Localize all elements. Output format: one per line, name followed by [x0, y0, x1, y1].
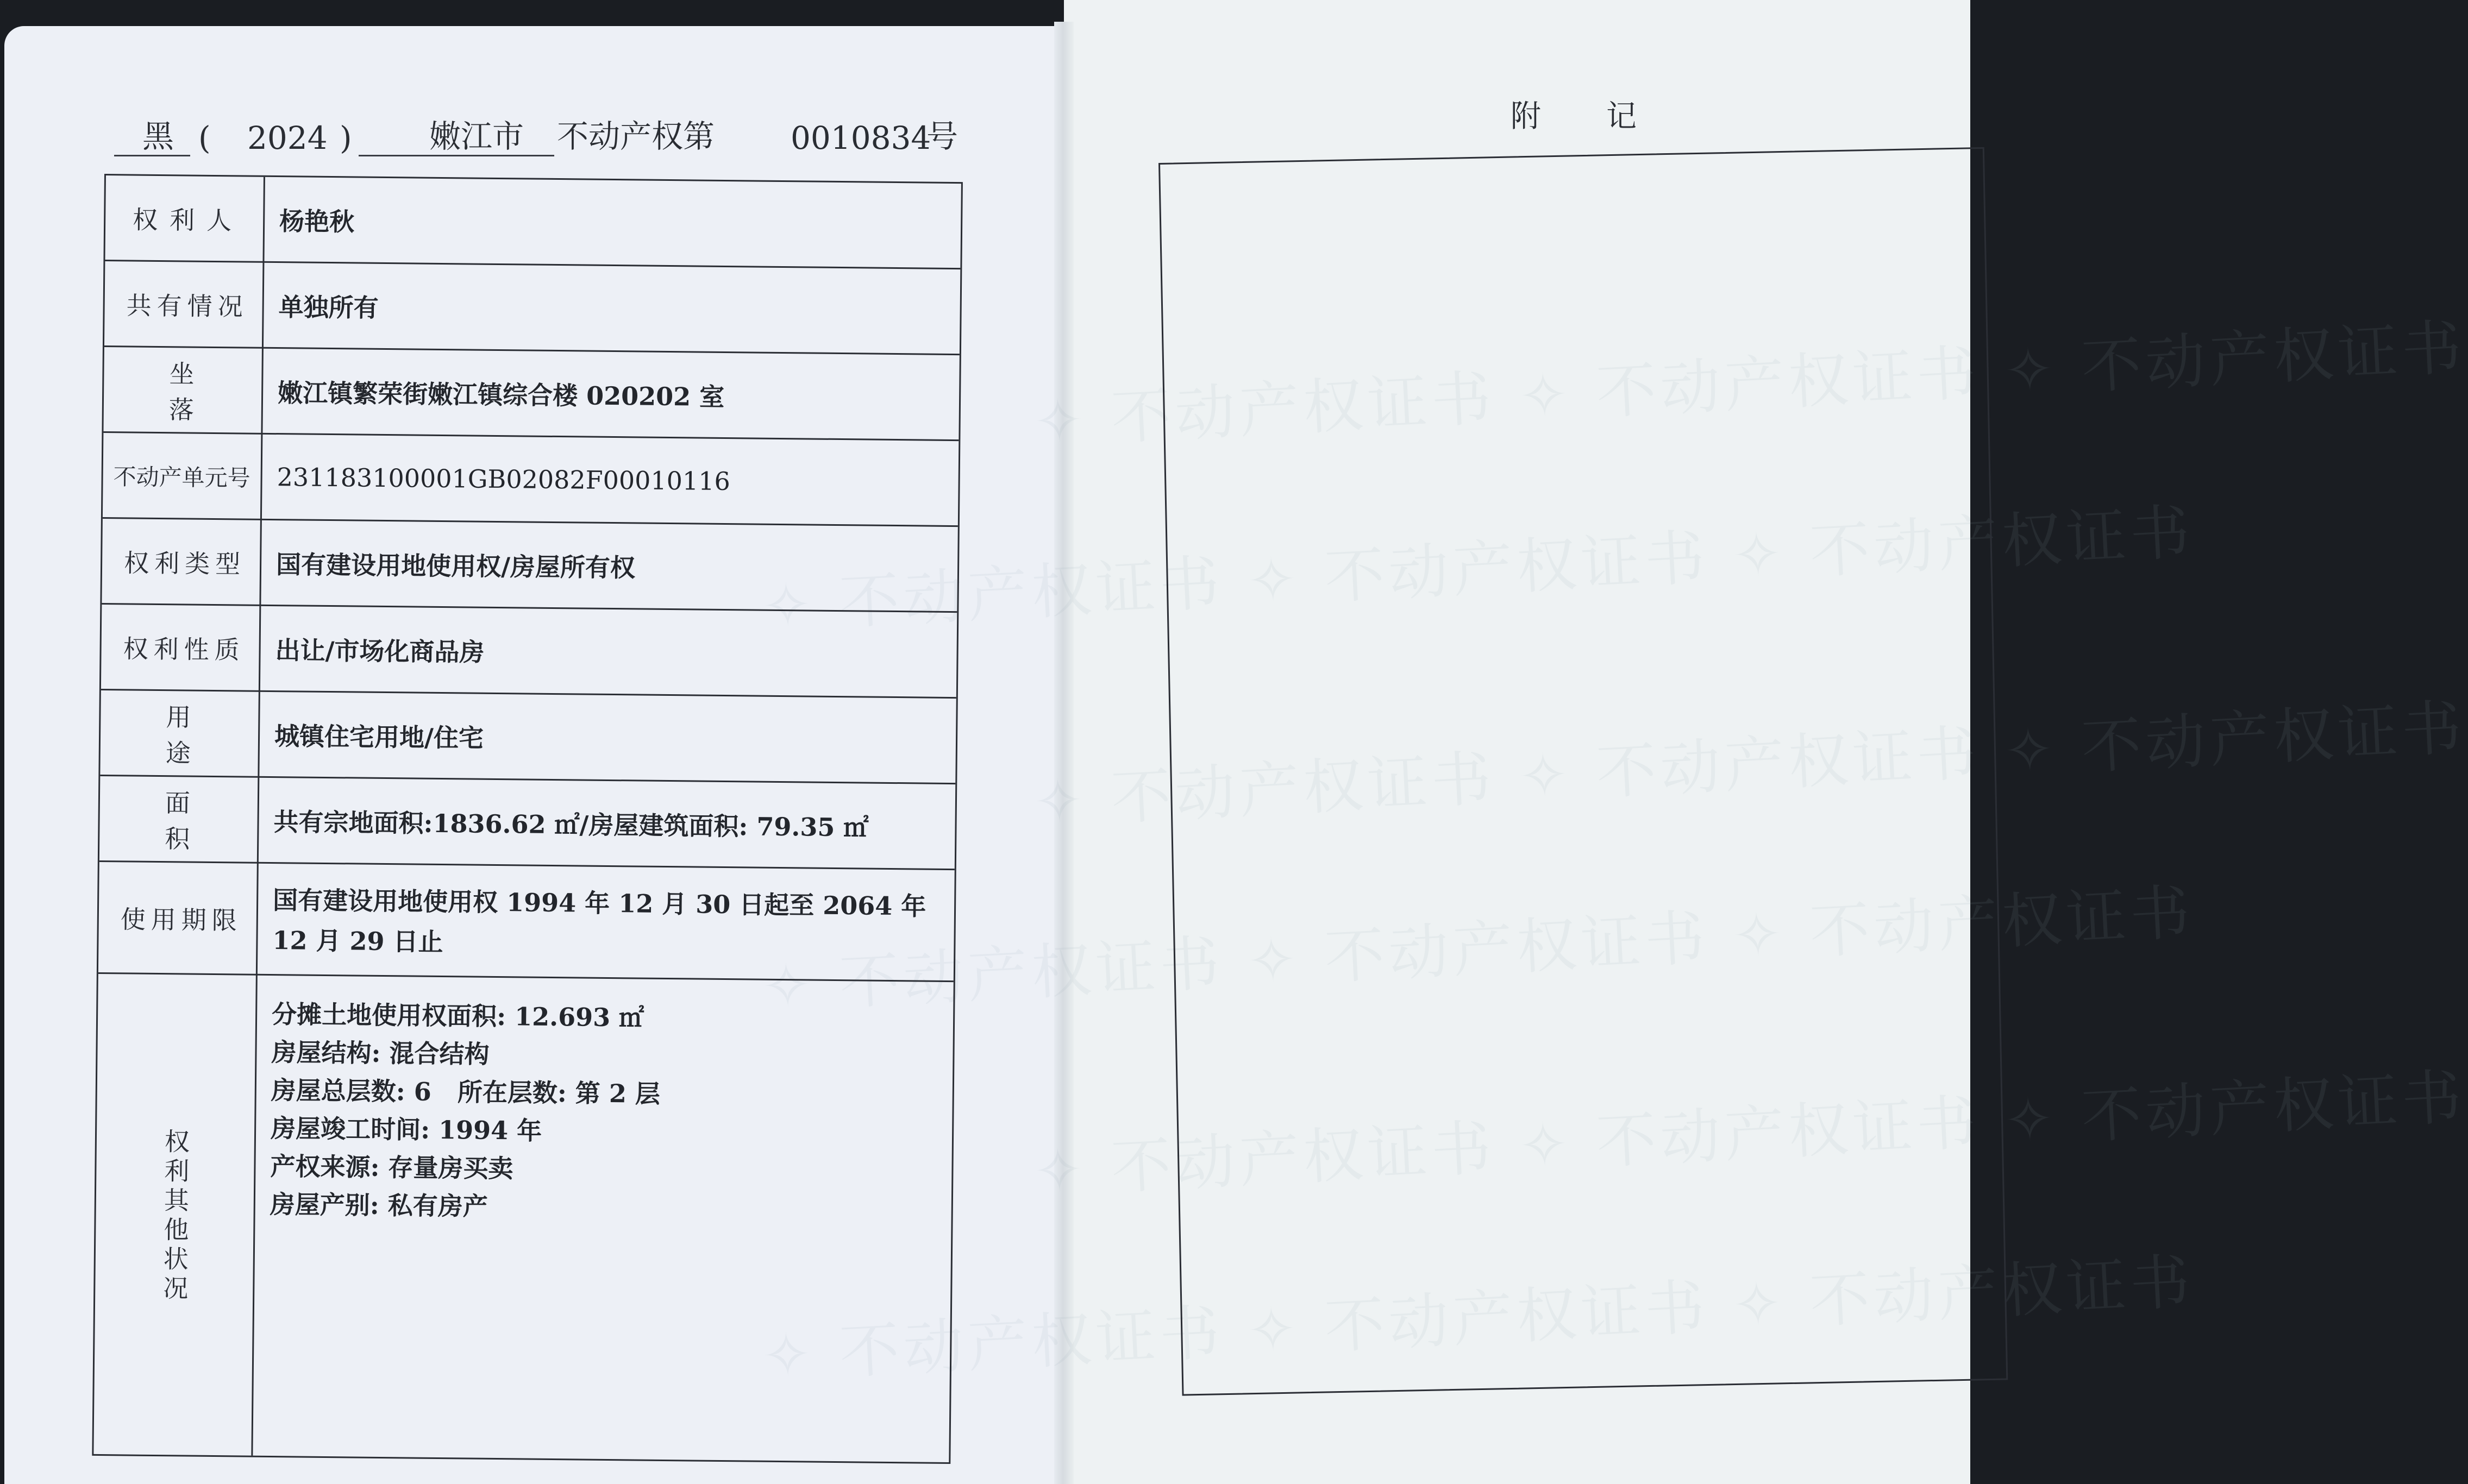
table-row	[98, 862, 955, 982]
watermark-pattern: ✧ 不动产权证书	[2002, 312, 2468, 406]
table-row	[93, 974, 953, 1466]
row-label: 使用期限	[120, 904, 243, 935]
watermark-pattern: 不动产权证书	[1808, 877, 2196, 967]
annotation-box	[1158, 147, 2008, 1396]
rights-table	[92, 174, 963, 1464]
other-status-line: 房屋产别: 私有房产	[270, 1190, 488, 1221]
row-label: 面积	[165, 788, 256, 854]
other-status-line: 房屋竣工时间: 1994 年	[270, 1114, 542, 1146]
row-label: 权利类型	[123, 548, 246, 579]
other-status-line: 房屋结构: 混合结构	[271, 1037, 490, 1069]
cert-prefix: 不动产权第	[557, 118, 715, 155]
row-value: 国有建设用地使用权/房屋所有权	[275, 549, 636, 582]
table-row	[105, 175, 961, 269]
row-value: 国有建设用地使用权 1994 年 12 月 30 日起至 2064 年 12 月 29 日止	[272, 885, 926, 957]
other-status-line: 产权来源: 存量房买卖	[270, 1152, 513, 1184]
city: 嫩江市	[429, 118, 524, 155]
cert-suffix: 号	[926, 118, 959, 155]
row-value: 嫩江镇繁荣街嫩江镇综合楼 020202 室	[277, 378, 725, 412]
other-status-line: 房屋总层数: 6 所在层数: 第 2 层	[271, 1076, 661, 1109]
watermark-pattern: 不动产权证书	[1808, 497, 2196, 587]
row-value: 共有宗地面积:1836.62 ㎡/房屋建筑面积: 79.35 ㎡	[273, 807, 869, 842]
other-status-line: 分摊土地使用权面积: 12.693 ㎡	[271, 999, 644, 1033]
table-row	[103, 347, 959, 441]
watermark-pattern: 不动产权证书	[1808, 1247, 2196, 1336]
other-status-list	[270, 995, 661, 1227]
watermark-pattern: ✧ 不动产权证书	[2002, 1062, 2468, 1156]
row-value: 单独所有	[278, 292, 379, 323]
row-label: 权利性质	[123, 633, 245, 665]
year: 2024	[247, 120, 328, 156]
table-row	[103, 433, 959, 527]
row-value: 231183100001GB02082F00010116	[277, 462, 731, 496]
table-row	[102, 519, 957, 613]
row-value: 出让/市场化商品房	[275, 635, 485, 667]
other-status-label-cell	[93, 974, 256, 1459]
close-paren: )	[340, 120, 352, 156]
cert-number: 0010834	[791, 120, 931, 156]
table-row	[101, 605, 957, 699]
open-paren: (	[198, 120, 211, 156]
row-value: 城镇住宅用地/住宅	[274, 721, 484, 753]
row-label: 共有情况	[126, 290, 248, 322]
watermark-pattern: ✧ 不动产权证书	[2002, 693, 2468, 787]
row-label: 权利其他状况	[159, 1128, 191, 1305]
table-row	[100, 690, 956, 784]
row-label: 用途	[165, 702, 256, 769]
row-label: 权利人	[132, 205, 244, 235]
row-value: 杨艳秋	[279, 206, 355, 236]
annotation-title: 附记	[1511, 99, 1702, 134]
certificate-header	[109, 109, 978, 168]
row-label: 不动产单元号	[113, 463, 250, 492]
province-code: 黑	[142, 118, 174, 155]
row-label: 坐落	[168, 359, 260, 425]
table-row	[104, 261, 960, 355]
book-gutter	[1054, 22, 1074, 1484]
table-row	[99, 776, 955, 870]
